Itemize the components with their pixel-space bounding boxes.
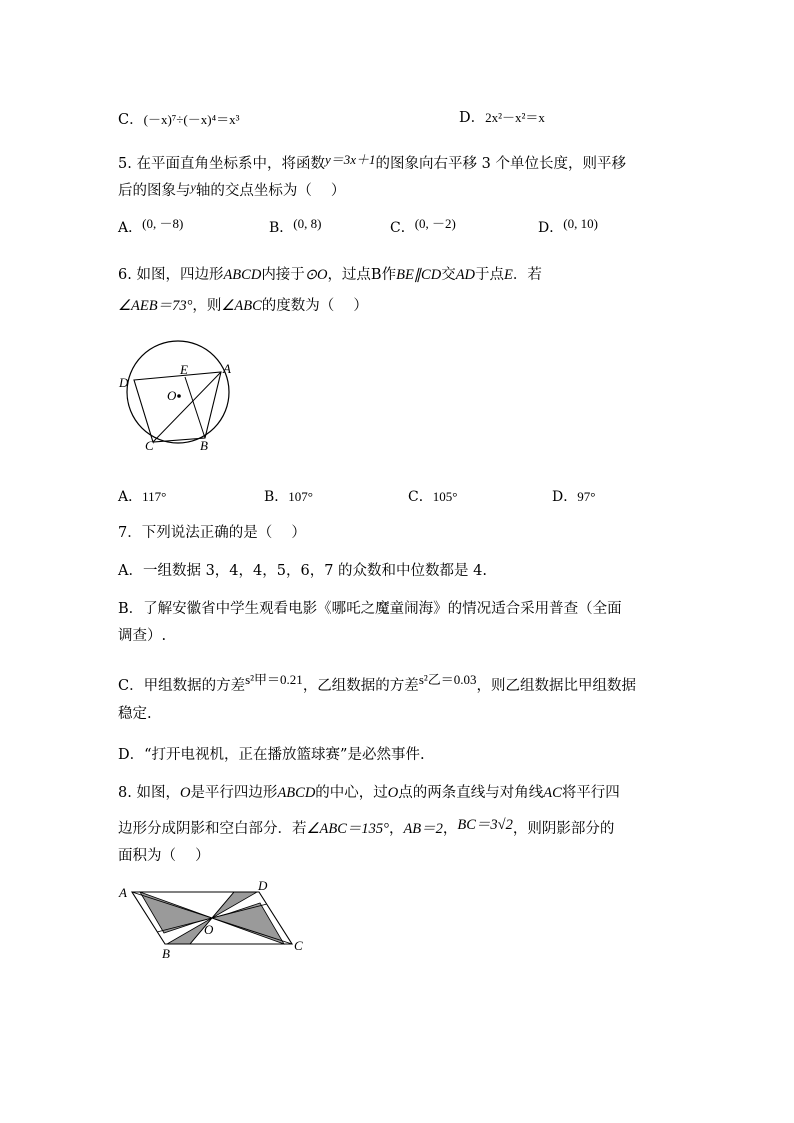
q6-figure — [112, 338, 242, 456]
q7-option-c[interactable]: C．甲组数据的方差s²甲＝0.21，乙组数据的方差s²乙＝0.03，则乙组数据比甲组数据 — [118, 672, 637, 694]
q6-stem-line1: 6. 如图，四边形ABCD内接于⊙O，过点B作BE∥CD交AD于点E．若 — [118, 267, 542, 283]
q7-option-b-cont: 调查）. — [118, 628, 167, 644]
q6-number: 6. — [118, 267, 132, 283]
q5-stem-line2: 后的图象与$^y$轴的交点坐标为（ ） — [118, 180, 346, 199]
q8-figure — [112, 878, 312, 960]
q4-option-d-expr: 2x²－x²＝x — [485, 110, 545, 125]
q6-stem-line2: ∠AEB＝73°，则∠ABC的度数为（ ） — [118, 298, 368, 314]
q5-option-b[interactable]: B．(0, 8) — [269, 216, 322, 236]
q8-label-c: C — [294, 938, 303, 953]
q7-variance-yi: s²乙＝0.03 — [418, 672, 477, 687]
q6-option-d[interactable]: D．97° — [552, 489, 596, 505]
q6-option-b[interactable]: B．107° — [264, 489, 313, 505]
q5-function: y＝3x＋1 — [324, 152, 376, 167]
q4-option-c-expr: (－x)⁷÷(－x)⁴＝x³ — [143, 112, 240, 127]
q8-number: 8. — [118, 785, 132, 801]
q6-quadrilateral — [134, 372, 221, 442]
q6-label-b: B — [200, 438, 208, 453]
q5-number: 5. — [118, 156, 132, 172]
q4-option-d-label: D． — [459, 110, 486, 126]
q7-option-a[interactable]: A．一组数据 3，4，4，5，6，7 的众数和中位数都是 4. — [118, 563, 487, 579]
q8-label-o: O — [204, 922, 214, 937]
q7-option-d[interactable]: D．“打开电视机，正在播放篮球赛”是必然事件. — [118, 747, 425, 763]
q8-label-d: D — [258, 878, 268, 893]
q8-stem-line2: 边形分成阴影和空白部分．若∠ABC＝135°，AB＝2，BC＝3√2，则阴影部分的 — [118, 817, 615, 837]
q8-label-a: A — [119, 885, 127, 900]
q6-line-be — [185, 377, 205, 438]
q4-option-c-label: C． — [118, 112, 144, 128]
q8-label-b: B — [162, 946, 170, 960]
q5-stem-line1: 5. 在平面直角坐标系中，将函数y＝3x＋1的图象向右平移 3 个单位长度，则平移 — [118, 152, 626, 172]
q6-option-a[interactable]: A．117° — [118, 489, 167, 505]
q6-label-d: D — [119, 375, 129, 390]
q6-center-dot — [177, 394, 181, 398]
q6-label-a: A — [223, 361, 231, 376]
q7-option-b[interactable]: B．了解安徽省中学生观看电影《哪吒之魔童闹海》的情况适合采用普查（全面 — [118, 601, 622, 617]
q8-stem-line1: 8. 如图，O是平行四边形ABCD的中心，过O点的两条直线与对角线AC将平行四 — [118, 785, 620, 801]
q6-circle — [127, 341, 229, 443]
q6-label-o: O — [167, 388, 177, 403]
q5-option-a[interactable]: A．(0, －8) — [118, 216, 184, 236]
q6-label-e: E — [180, 362, 188, 377]
q7-stem: 7．下列说法正确的是（ ） — [118, 525, 306, 541]
q5-option-d[interactable]: D．(0, 10) — [538, 216, 598, 236]
q5-option-c[interactable]: C．(0, －2) — [390, 216, 456, 236]
q7-option-c-cont: 稳定. — [118, 706, 152, 722]
q8-stem-line3: 面积为（ ） — [118, 848, 210, 864]
q7-variance-jia: s²甲＝0.21 — [245, 672, 303, 687]
q6-label-c: C — [145, 438, 154, 453]
q6-option-c[interactable]: C．105° — [408, 489, 458, 505]
